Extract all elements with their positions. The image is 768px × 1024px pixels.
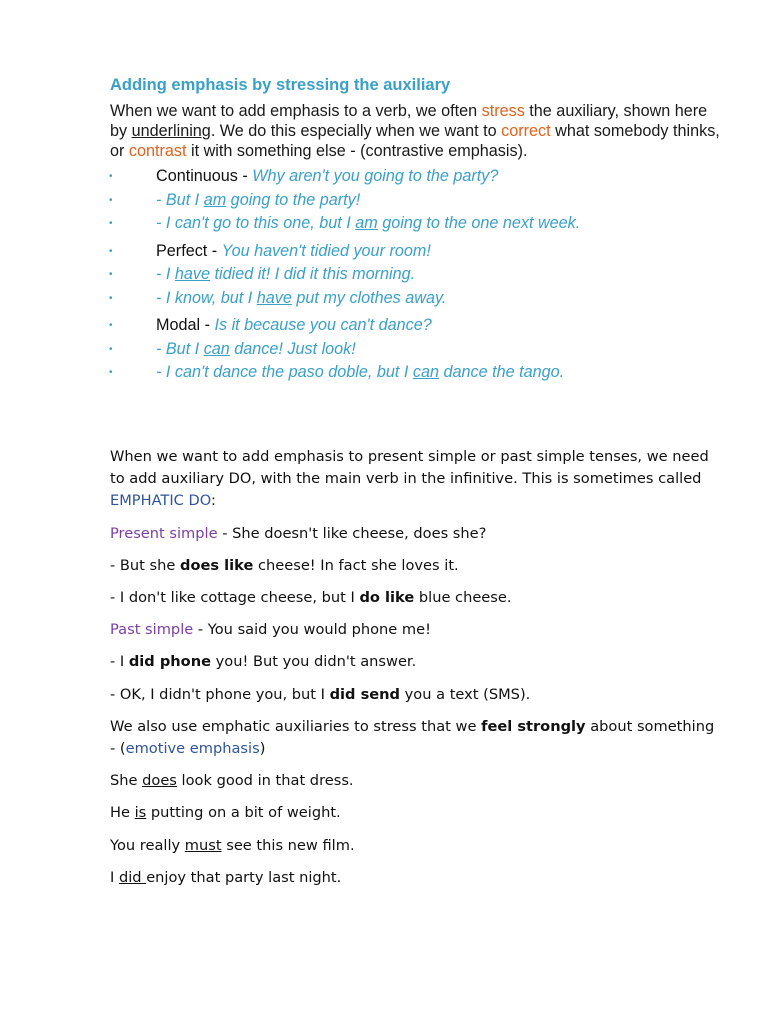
- example-text: - But I: [156, 339, 204, 358]
- tense-label: Perfect -: [156, 241, 222, 260]
- example-group-perfect: [110, 240, 720, 311]
- present-simple-question: [110, 523, 722, 545]
- bullet-icon: •: [109, 269, 113, 280]
- stressed-auxiliary: did: [118, 869, 147, 886]
- body-text: - I don't like cottage cheese, but I: [110, 589, 360, 606]
- intro-text: what somebody thinks, or: [110, 122, 720, 160]
- example-text: - I can't go to this one, but I: [156, 214, 356, 232]
- emphatic-verb: do like: [359, 589, 415, 606]
- body-text: you! But you didn't answer.: [211, 653, 417, 670]
- body-text: enjoy that party last night.: [146, 869, 342, 886]
- section-heading: Adding emphasis by stressing the auxiliary: [110, 76, 451, 94]
- term-emotive-emphasis: emotive emphasis: [125, 740, 260, 757]
- stressed-auxiliary: can: [412, 363, 439, 381]
- body-text: you a text (SMS).: [400, 686, 531, 703]
- keyword-correct: correct: [501, 122, 551, 140]
- body-text: ): [259, 740, 266, 757]
- emotive-example: [110, 770, 722, 792]
- stressed-auxiliary: is: [134, 804, 147, 821]
- body-text: - She doesn't like cheese, does she?: [217, 525, 487, 542]
- body-text: I: [110, 869, 119, 886]
- body-text: She: [110, 772, 143, 789]
- past-simple-answer-2: [110, 684, 722, 706]
- body-text: blue cheese.: [414, 589, 512, 606]
- example-text: - I can't dance the paso doble, but I: [156, 363, 413, 381]
- intro-text: . We do this especially when we want to: [210, 122, 502, 140]
- example-sentence: You haven't tidied your room!: [221, 241, 431, 260]
- body-text: - But she: [110, 557, 180, 574]
- keyword-underlining: underlining: [131, 122, 211, 140]
- body-text: You really: [110, 837, 185, 854]
- example-group-continuous: [110, 165, 720, 236]
- body-text: We also use emphatic auxiliaries to stress that we: [110, 718, 482, 735]
- example-group-modal: [110, 314, 720, 385]
- emphatic-do-paragraph: [110, 446, 722, 512]
- stressed-auxiliary: am: [355, 214, 378, 232]
- intro-text: the auxiliary, shown here by: [110, 102, 708, 140]
- intro-text: it with something else - (contrastive emphasis).: [186, 142, 528, 160]
- example-text: dance! Just look!: [229, 339, 356, 358]
- present-simple-answer-2: [110, 587, 722, 609]
- tense-label-present: Present simple: [110, 525, 218, 542]
- emphatic-verb: did send: [329, 686, 401, 703]
- bullet-icon: •: [109, 292, 113, 304]
- bullet-item: [110, 314, 720, 338]
- body-text: about something - (: [110, 718, 715, 757]
- example-text: - I know, but I: [156, 288, 257, 307]
- past-simple-question: [110, 619, 722, 641]
- bullet-item: [110, 287, 720, 311]
- past-simple-answer-1: [110, 651, 722, 673]
- bullet-icon: •: [109, 218, 113, 229]
- bold-phrase: feel strongly: [481, 718, 586, 735]
- term-emphatic-do: EMPHATIC DO: [110, 492, 211, 509]
- document-page: [110, 76, 720, 389]
- tense-label-past: Past simple: [110, 621, 194, 638]
- body-text: putting on a bit of weight.: [146, 804, 341, 821]
- present-simple-answer-1: [110, 555, 722, 577]
- stressed-auxiliary: am: [203, 190, 227, 209]
- bullet-item: [110, 338, 720, 362]
- bullet-item: [110, 189, 720, 213]
- body-text: When we want to add emphasis to present simple or past simple tenses, we need to add auxiliary DO, with the main verb in the infinitive. This is sometimes called: [110, 448, 709, 487]
- intro-text: When we want to add emphasis to a verb, we often: [110, 102, 482, 120]
- stressed-auxiliary: have: [174, 265, 210, 283]
- bullet-icon: •: [109, 171, 113, 182]
- body-text: see this new film.: [221, 837, 355, 854]
- bullet-item: [110, 361, 720, 385]
- bullet-item: [110, 240, 720, 264]
- intro-paragraph: [110, 101, 720, 161]
- stressed-auxiliary: have: [256, 288, 292, 307]
- example-text: tidied it! I did it this morning.: [210, 265, 416, 283]
- bullet-item: [110, 212, 720, 236]
- emotive-example: [110, 867, 722, 889]
- example-text: - I: [156, 265, 175, 283]
- example-text: going to the party!: [226, 190, 361, 209]
- body-text: look good in that dress.: [176, 772, 354, 789]
- stressed-auxiliary: does: [142, 772, 177, 789]
- example-sentence: Is it because you can't dance?: [214, 316, 432, 334]
- stressed-auxiliary: can: [203, 339, 230, 358]
- keyword-stress: stress: [481, 102, 525, 120]
- emphatic-verb: does like: [180, 557, 254, 574]
- bullet-icon: •: [109, 194, 113, 206]
- body-text: - I: [110, 653, 129, 670]
- bullet-icon: •: [109, 320, 113, 331]
- emotive-emphasis-paragraph: [110, 716, 722, 760]
- example-text: - But I: [156, 190, 204, 209]
- stressed-auxiliary: must: [184, 837, 222, 854]
- bullet-item: [110, 165, 720, 189]
- tense-label: Modal -: [156, 316, 215, 334]
- emotive-example: [110, 835, 722, 857]
- bullet-item: [110, 263, 720, 287]
- body-text: cheese! In fact she loves it.: [253, 557, 459, 574]
- bullet-icon: •: [109, 343, 113, 355]
- example-text: dance the tango.: [438, 363, 565, 381]
- body-text: He: [110, 804, 135, 821]
- emotive-example: [110, 802, 722, 824]
- bullet-icon: •: [109, 245, 113, 257]
- body-text: - OK, I didn't phone you, but I: [110, 686, 330, 703]
- body-text: - You said you would phone me!: [193, 621, 431, 638]
- example-text: put my clothes away.: [291, 288, 447, 307]
- bullet-icon: •: [109, 367, 113, 378]
- keyword-contrast: contrast: [128, 142, 187, 160]
- body-text: :: [210, 492, 216, 509]
- example-sentence: Why aren't you going to the party?: [252, 167, 499, 185]
- tense-label: Continuous -: [156, 167, 253, 185]
- emphatic-verb: did phone: [128, 653, 211, 670]
- example-text: going to the one next week.: [377, 214, 581, 232]
